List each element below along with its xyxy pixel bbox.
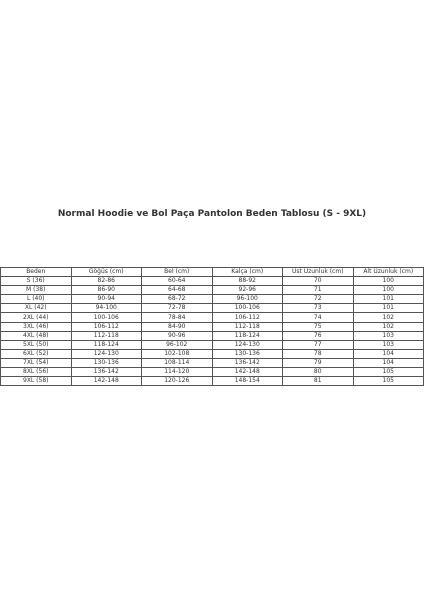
table-cell-waist: 108-114 — [142, 358, 213, 367]
table-cell-waist: 72-78 — [142, 304, 213, 313]
table-cell-top-length: 78 — [283, 349, 354, 358]
table-cell-bottom-length: 104 — [353, 349, 424, 358]
table-cell-top-length: 75 — [283, 322, 354, 331]
table-cell-top-length: 79 — [283, 358, 354, 367]
table-cell-waist: 102-108 — [142, 349, 213, 358]
table-cell-top-length: 71 — [283, 286, 354, 295]
table-cell-waist: 64-68 — [142, 286, 213, 295]
table-cell-chest: 112-118 — [71, 331, 142, 340]
table-cell-hip: 142-148 — [212, 368, 283, 377]
table-cell-waist: 84-90 — [142, 322, 213, 331]
table-cell-hip: 112-118 — [212, 322, 283, 331]
table-cell-bottom-length: 100 — [353, 277, 424, 286]
table-cell-top-length: 72 — [283, 295, 354, 304]
table-cell-chest: 136-142 — [71, 368, 142, 377]
table-cell-hip: 118-124 — [212, 331, 283, 340]
header-cell-bottom-length: Alt Uzunluk (cm) — [353, 268, 424, 277]
table-body — [1, 277, 424, 386]
table-cell-hip: 96-100 — [212, 295, 283, 304]
table-row — [1, 377, 424, 386]
table-cell-waist: 120-126 — [142, 377, 213, 386]
table-row — [1, 304, 424, 313]
table-row — [1, 340, 424, 349]
header-cell-hip: Kalça (cm) — [212, 268, 283, 277]
header-cell-size: Beden — [1, 268, 72, 277]
table-cell-chest: 130-136 — [71, 358, 142, 367]
table-cell-size: 8XL (56) — [1, 368, 72, 377]
table-cell-size: 4XL (48) — [1, 331, 72, 340]
table-cell-hip: 148-154 — [212, 377, 283, 386]
table-cell-waist: 90-96 — [142, 331, 213, 340]
header-cell-top-length: Üst Uzunluk (cm) — [283, 268, 354, 277]
table-cell-chest: 86-90 — [71, 286, 142, 295]
table-cell-size: XL (42) — [1, 304, 72, 313]
table-cell-hip: 130-136 — [212, 349, 283, 358]
table-cell-top-length: 76 — [283, 331, 354, 340]
table-cell-size: 5XL (50) — [1, 340, 72, 349]
page-title: Normal Hoodie ve Bol Paça Pantolon Beden Tablosu (S - 9XL) — [57, 209, 367, 219]
table-row — [1, 313, 424, 322]
table-cell-top-length: 73 — [283, 304, 354, 313]
table-cell-size: 2XL (44) — [1, 313, 72, 322]
table-cell-chest: 100-106 — [71, 313, 142, 322]
table-cell-top-length: 74 — [283, 313, 354, 322]
table-cell-top-length: 77 — [283, 340, 354, 349]
table-cell-hip: 92-96 — [212, 286, 283, 295]
table-cell-bottom-length: 104 — [353, 358, 424, 367]
table-cell-size: M (38) — [1, 286, 72, 295]
table-cell-chest: 106-112 — [71, 322, 142, 331]
table-row — [1, 349, 424, 358]
table-cell-chest: 82-86 — [71, 277, 142, 286]
table-row — [1, 322, 424, 331]
table-cell-hip: 124-130 — [212, 340, 283, 349]
table-cell-size: 7XL (54) — [1, 358, 72, 367]
table-cell-bottom-length: 102 — [353, 313, 424, 322]
table-row — [1, 286, 424, 295]
header-cell-chest: Göğüs (cm) — [71, 268, 142, 277]
table-row — [1, 295, 424, 304]
table-cell-size: 3XL (46) — [1, 322, 72, 331]
table-cell-chest: 142-148 — [71, 377, 142, 386]
table-row — [1, 368, 424, 377]
table-cell-size: L (40) — [1, 295, 72, 304]
table-row — [1, 277, 424, 286]
table-cell-bottom-length: 102 — [353, 322, 424, 331]
table-cell-size: 9XL (58) — [1, 377, 72, 386]
table-cell-chest: 94-100 — [71, 304, 142, 313]
table-cell-waist: 78-84 — [142, 313, 213, 322]
table-cell-chest: 90-94 — [71, 295, 142, 304]
table-header-row — [1, 268, 424, 277]
header-cell-waist: Bel (cm) — [142, 268, 213, 277]
table-row — [1, 331, 424, 340]
table-cell-chest: 124-130 — [71, 349, 142, 358]
table-cell-hip: 88-92 — [212, 277, 283, 286]
table-cell-waist: 60-64 — [142, 277, 213, 286]
table-cell-hip: 136-142 — [212, 358, 283, 367]
table-cell-top-length: 80 — [283, 368, 354, 377]
table-row — [1, 358, 424, 367]
table-cell-hip: 106-112 — [212, 313, 283, 322]
table-cell-bottom-length: 103 — [353, 340, 424, 349]
table-cell-top-length: 81 — [283, 377, 354, 386]
table-cell-size: 6XL (52) — [1, 349, 72, 358]
table-cell-top-length: 70 — [283, 277, 354, 286]
table-cell-size: S (36) — [1, 277, 72, 286]
table-cell-waist: 68-72 — [142, 295, 213, 304]
table-cell-bottom-length: 105 — [353, 377, 424, 386]
table-cell-bottom-length: 105 — [353, 368, 424, 377]
table-cell-hip: 100-106 — [212, 304, 283, 313]
table-cell-bottom-length: 100 — [353, 286, 424, 295]
table-cell-bottom-length: 103 — [353, 331, 424, 340]
table-cell-bottom-length: 101 — [353, 295, 424, 304]
table-cell-bottom-length: 101 — [353, 304, 424, 313]
size-chart-table — [0, 267, 424, 386]
table-cell-waist: 96-102 — [142, 340, 213, 349]
table-cell-waist: 114-120 — [142, 368, 213, 377]
table-cell-chest: 118-124 — [71, 340, 142, 349]
